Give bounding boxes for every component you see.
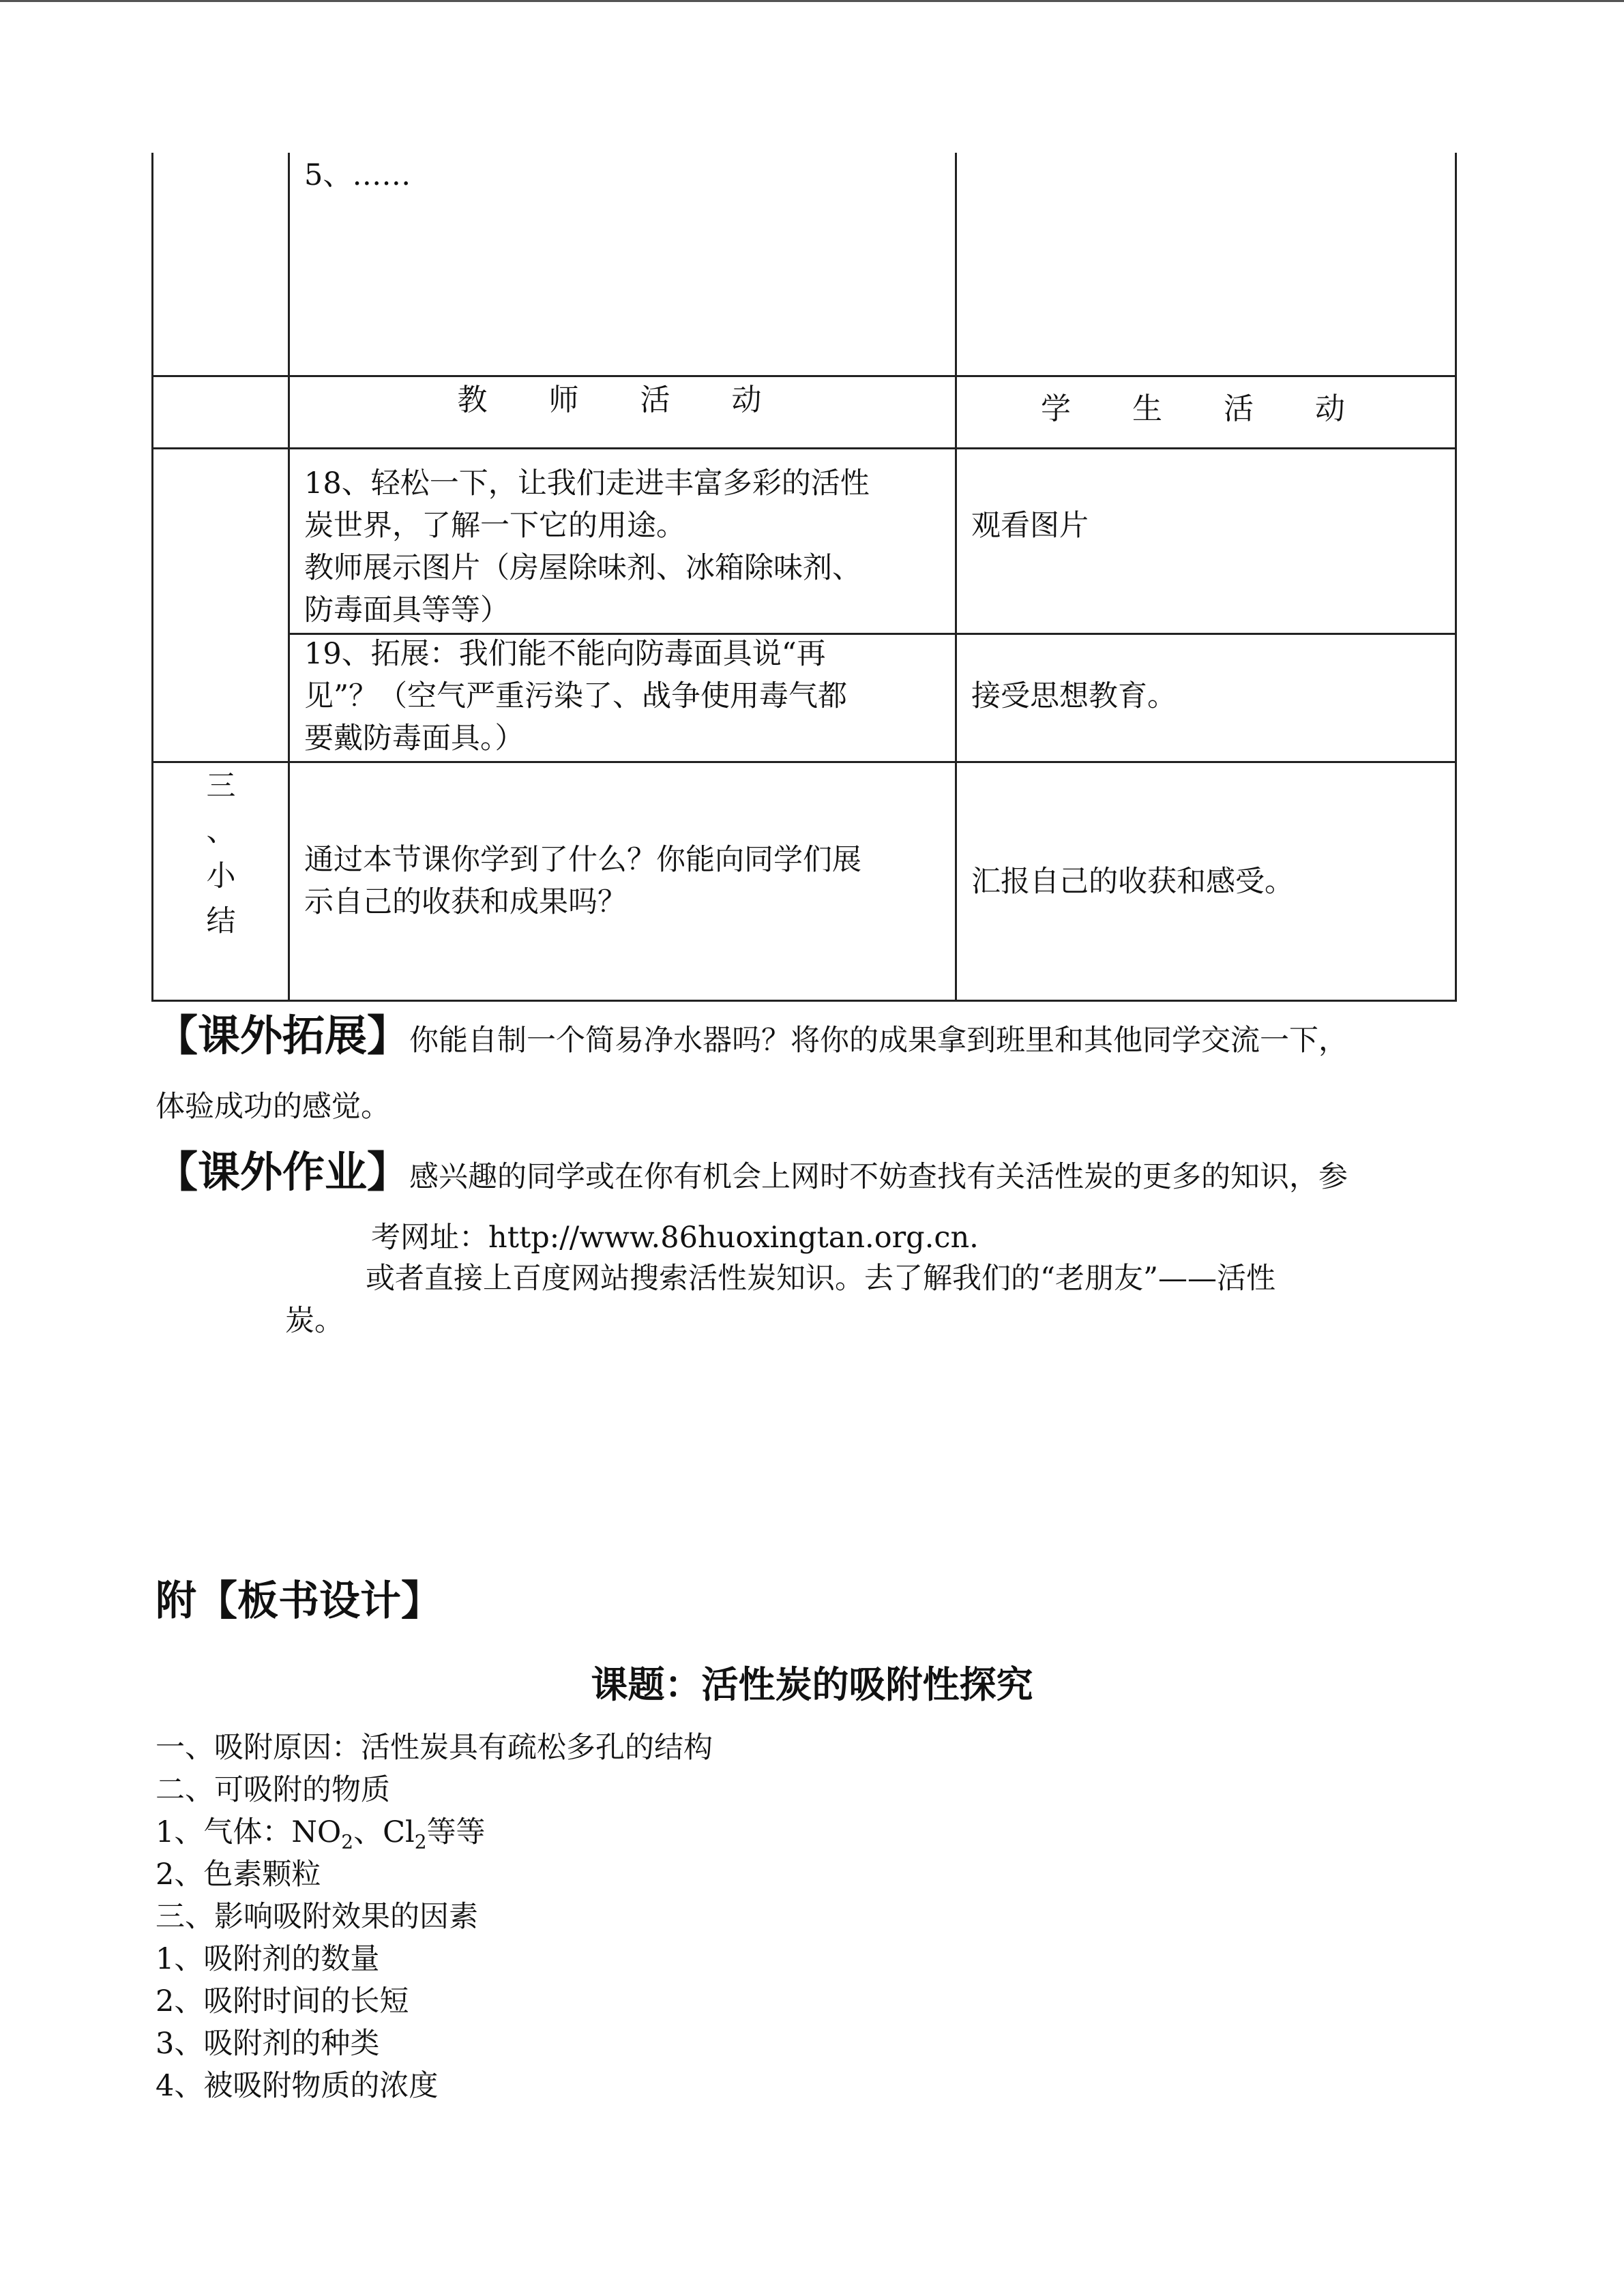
teacher-activity-header: 教 师 活 动 [457,383,788,417]
list-item: 二、可吸附的物质 [156,1773,390,1807]
list-item: 一、吸附原因：活性炭具有疏松多孔的结构 [156,1731,713,1765]
homework-tag: 【课外作业】 [156,1147,410,1197]
board-title: 课题：活性炭的吸附性探究 [591,1663,1033,1706]
list-item: 4、被吸附物质的浓度 [156,2069,439,2103]
table-hline-2 [151,447,1457,449]
student-activity-header: 学 生 活 动 [1041,391,1371,426]
table-row-summary-teacher: 通过本节课你学到了什么？你能向同学们展 示自己的收获和成果吗？ [304,843,861,919]
table-right-border [1455,153,1457,1002]
list-item: 1、吸附剂的数量 [156,1942,380,1976]
board-design-heading: 附【板书设计】 [156,1577,442,1625]
table-row-summary-student: 汇报自己的收获和感受。 [971,865,1294,899]
table-row-18-student: 观看图片 [971,509,1089,543]
list-item: 2、色素颗粒 [156,1858,321,1892]
homework-url-line: 考网址：http://www.86huoxingtan.org.cn. [371,1221,979,1255]
list-item: 3、吸附剂的种类 [156,2027,380,2061]
table-row-18-teacher: 18、轻松一下，让我们走进丰富多彩的活性 炭世界，了解一下它的用途。 教师展示图片（房屋除味剂、冰箱除味剂、 防毒面具等等） [304,466,870,627]
continued-item-text: 5、…… [304,158,411,192]
extension-text-line2: 体验成功的感觉。 [156,1090,390,1124]
extension-paragraph [156,1011,1348,1062]
table-bottom-border [151,1000,1457,1002]
list-item: 1、气体：$NO_2$、$Cl_2$等等 [156,1815,486,1853]
table-hline-4 [151,761,1457,763]
board-outline-list [156,1727,713,2107]
homework-paragraph [156,1147,1348,1198]
extension-tag: 【课外拓展】 [156,1011,410,1060]
extension-text: 你能自制一个简易净水器吗？将你的成果拿到班里和其他同学交流一下， [409,1024,1348,1058]
summary-stage-label: 三 、 小 结 [206,769,236,938]
list-item: 2、吸附时间的长短 [156,1984,409,2018]
table-row-19-teacher: 19、拓展：我们能不能向防毒面具说“再 见”？（空气严重污染了、战争使用毒气都 要戴防毒面具。） [304,637,847,756]
page-top-border [0,0,1624,2]
table-left-border [151,153,153,1002]
homework-text-line4: 炭。 [285,1304,344,1338]
list-item: 三、影响吸附效果的因素 [156,1900,478,1934]
table-col-divider-1 [288,153,290,1002]
table-row-19-student: 接受思想教育。 [971,679,1177,713]
table-col-divider-2 [955,153,957,1002]
homework-text: 感兴趣的同学或在你有机会上网时不妨查找有关活性炭的更多的知识，参 [409,1160,1348,1194]
homework-text-line3: 或者直接上百度网站搜索活性炭知识。去了解我们的“老朋友”——活性 [366,1262,1275,1296]
